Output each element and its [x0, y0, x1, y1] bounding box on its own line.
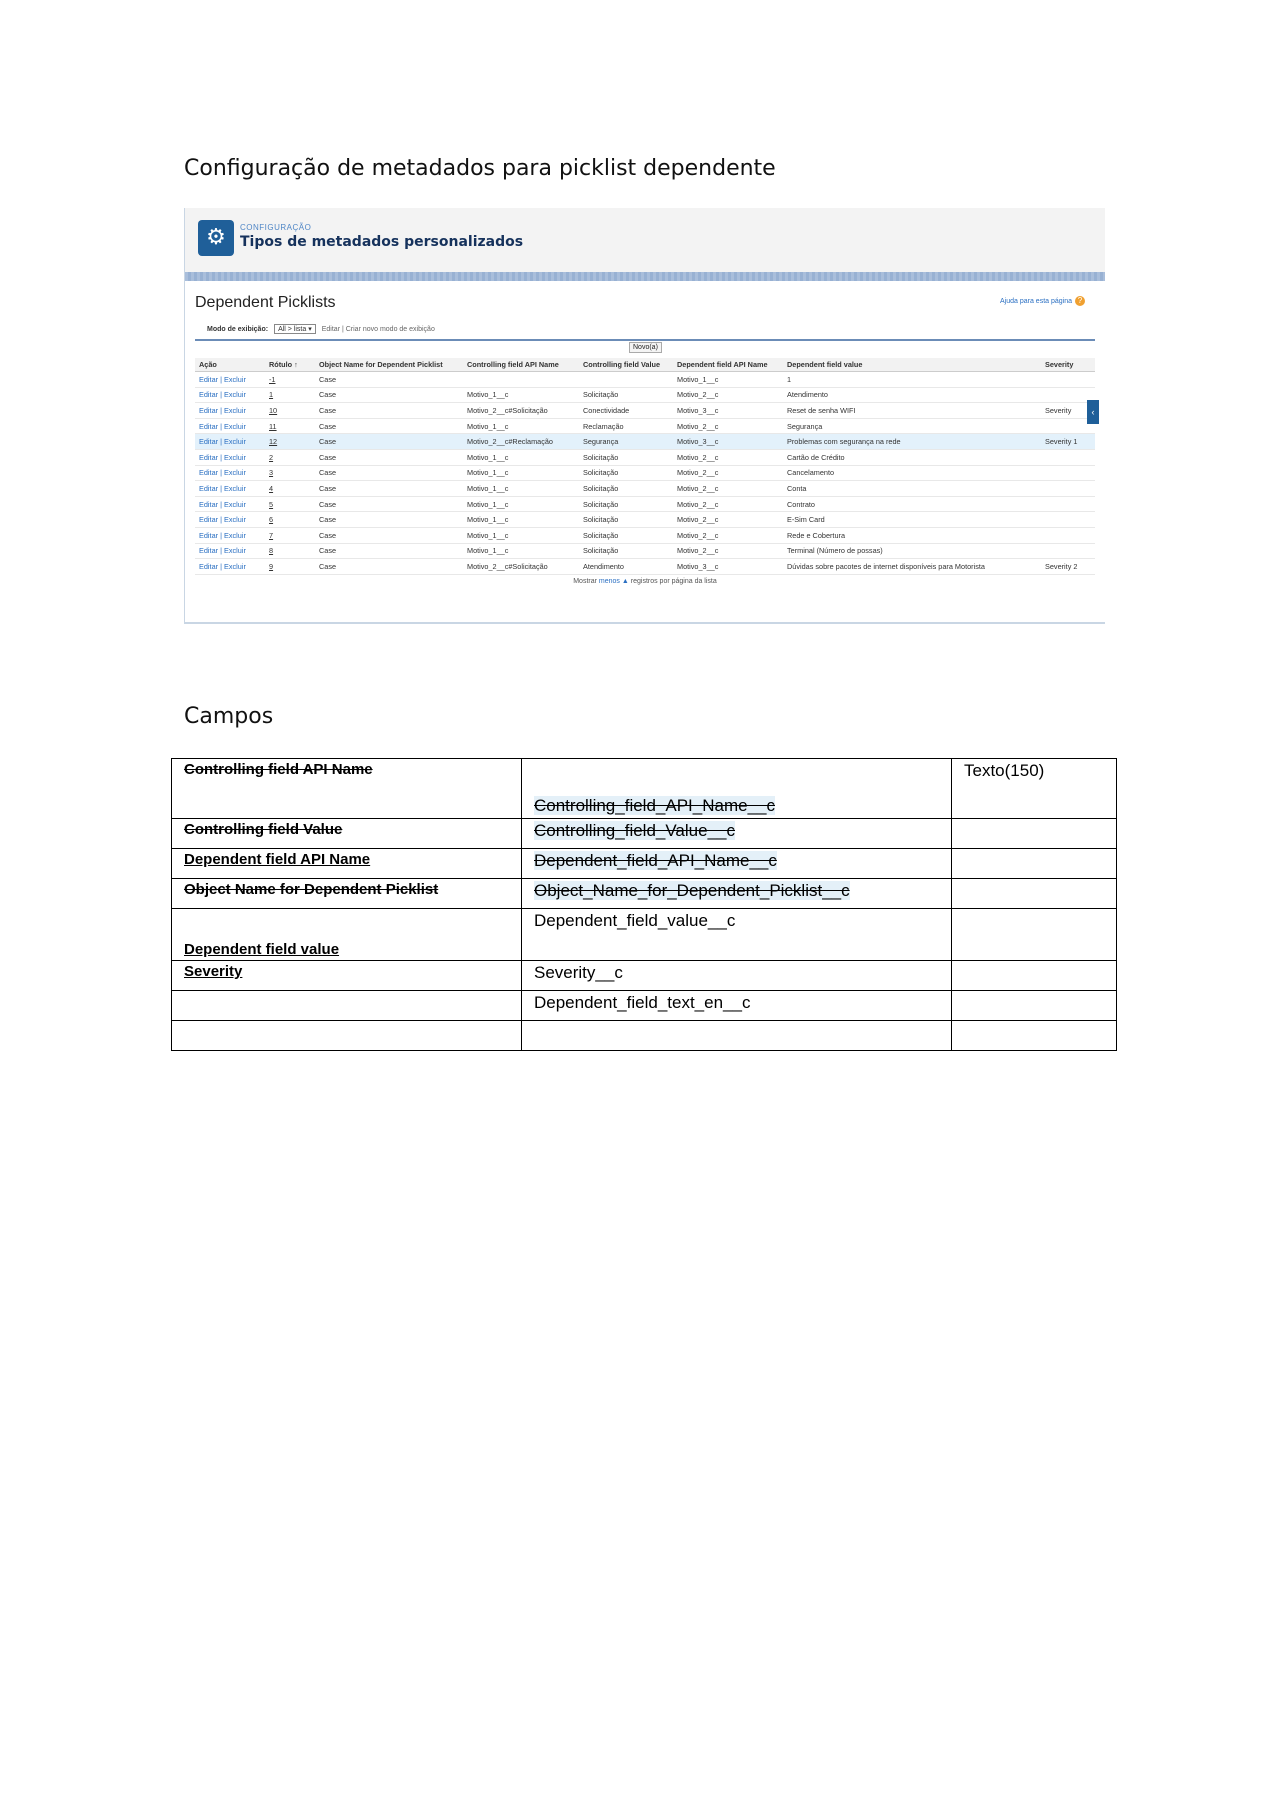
table-row [195, 559, 1095, 575]
table-row [195, 465, 1095, 481]
cell-severity [1041, 496, 1095, 512]
cell-acao[interactable]: Editar | Excluir [195, 449, 265, 465]
field-label: Severity [172, 961, 522, 991]
cell-acao[interactable]: Editar | Excluir [195, 559, 265, 575]
cell-rotulo[interactable]: 1 [265, 387, 315, 403]
cell-dep_api: Motivo_2__c [673, 481, 783, 497]
table-top-rule [195, 339, 1095, 341]
cell-dep_val: 1 [783, 372, 1041, 388]
field-api-name-cell [522, 909, 952, 961]
cell-dep_api: Motivo_3__c [673, 559, 783, 575]
view-mode-label: Modo de exibição: [207, 326, 269, 333]
cell-ctrl_api: Motivo_1__c [463, 481, 579, 497]
cell-acao[interactable]: Editar | Excluir [195, 372, 265, 388]
cell-ctrl_val: Conectividade [579, 403, 673, 419]
cell-rotulo[interactable]: 2 [265, 449, 315, 465]
cell-dep_val: Problemas com segurança na rede [783, 434, 1041, 450]
cell-object: Case [315, 449, 463, 465]
cell-ctrl_api: Motivo_2__c#Reclamação [463, 434, 579, 450]
cell-rotulo[interactable]: -1 [265, 372, 315, 388]
help-link[interactable] [1000, 296, 1085, 306]
cell-ctrl_val: Solicitação [579, 481, 673, 497]
cell-ctrl_val: Solicitação [579, 527, 673, 543]
cell-acao[interactable]: Editar | Excluir [195, 465, 265, 481]
table-row [195, 527, 1095, 543]
field-api-name-cell [522, 961, 952, 991]
cell-rotulo[interactable]: 10 [265, 403, 315, 419]
cell-severity: Severity 2 [1041, 559, 1095, 575]
cell-dep_val: Cartão de Crédito [783, 449, 1041, 465]
cell-severity: Severity 1 [1041, 434, 1095, 450]
cell-severity [1041, 372, 1095, 388]
list-title: Dependent Picklists [195, 294, 336, 311]
cell-object: Case [315, 403, 463, 419]
cell-rotulo[interactable]: 5 [265, 496, 315, 512]
cell-dep_api: Motivo_2__c [673, 418, 783, 434]
fields-table [171, 758, 1117, 1051]
cell-severity [1041, 481, 1095, 497]
table-row [195, 403, 1095, 419]
cell-ctrl_api: Motivo_1__c [463, 465, 579, 481]
field-api-name: Controlling_field_Value__c [534, 821, 735, 840]
cell-object: Case [315, 418, 463, 434]
cell-object: Case [315, 434, 463, 450]
field-type [952, 849, 1117, 879]
field-api-name-cell [522, 879, 952, 909]
field-type [952, 819, 1117, 849]
field-row [172, 849, 1117, 879]
cell-dep_api: Motivo_2__c [673, 512, 783, 528]
cell-dep_val: Atendimento [783, 387, 1041, 403]
cell-object: Case [315, 496, 463, 512]
cell-acao[interactable]: Editar | Excluir [195, 496, 265, 512]
cell-acao[interactable]: Editar | Excluir [195, 403, 265, 419]
view-mode-select[interactable]: All > lista ▾ [274, 324, 316, 334]
cell-acao[interactable]: Editar | Excluir [195, 481, 265, 497]
table-row [195, 543, 1095, 559]
cell-object: Case [315, 559, 463, 575]
table-row [195, 372, 1095, 388]
cell-ctrl_val: Reclamação [579, 418, 673, 434]
cell-object: Case [315, 387, 463, 403]
cell-dep_api: Motivo_2__c [673, 527, 783, 543]
footer-post: registros por página da lista [630, 578, 717, 585]
field-type [952, 879, 1117, 909]
field-row [172, 819, 1117, 849]
field-api-name: Object_Name_for_Dependent_Picklist__c [534, 881, 850, 900]
view-mode-links[interactable]: Editar | Criar novo modo de exibição [321, 326, 435, 333]
cell-dep_val: Cancelamento [783, 465, 1041, 481]
field-row [172, 991, 1117, 1021]
cell-rotulo[interactable]: 7 [265, 527, 315, 543]
cell-acao[interactable]: Editar | Excluir [195, 512, 265, 528]
cell-ctrl_api: Motivo_1__c [463, 527, 579, 543]
cell-object: Case [315, 481, 463, 497]
cell-dep_val: Dúvidas sobre pacotes de internet disponíveis para Motorista [783, 559, 1041, 575]
field-api-name-cell [522, 819, 952, 849]
cell-rotulo[interactable]: 4 [265, 481, 315, 497]
field-label: Dependent field API Name [172, 849, 522, 879]
cell-ctrl_val: Solicitação [579, 496, 673, 512]
cell-rotulo[interactable]: 12 [265, 434, 315, 450]
cell-severity [1041, 449, 1095, 465]
embedded-screenshot [184, 208, 1105, 624]
table-body [195, 372, 1095, 575]
field-label [172, 1021, 522, 1051]
cell-ctrl_api: Motivo_2__c#Solicitação [463, 559, 579, 575]
cell-dep_api: Motivo_2__c [673, 387, 783, 403]
cell-acao[interactable]: Editar | Excluir [195, 434, 265, 450]
field-api-name-cell [522, 991, 952, 1021]
table-row [195, 418, 1095, 434]
cell-acao[interactable]: Editar | Excluir [195, 543, 265, 559]
cell-dep_val: E-Sim Card [783, 512, 1041, 528]
cell-acao[interactable]: Editar | Excluir [195, 387, 265, 403]
section-title: Campos [184, 704, 274, 729]
cell-rotulo[interactable]: 6 [265, 512, 315, 528]
field-row [172, 1021, 1117, 1051]
field-label: Object Name for Dependent Picklist [172, 879, 522, 909]
column-header[interactable]: Object Name for Dependent Picklist [315, 358, 463, 372]
cell-dep_val: Reset de senha WIFI [783, 403, 1041, 419]
cell-object: Case [315, 465, 463, 481]
column-header[interactable]: Rótulo ↑ [265, 358, 315, 372]
cell-ctrl_api: Motivo_1__c [463, 496, 579, 512]
cell-object: Case [315, 527, 463, 543]
column-header[interactable]: Severity [1041, 358, 1095, 372]
field-type [952, 991, 1117, 1021]
table-row [195, 449, 1095, 465]
cell-rotulo[interactable]: 8 [265, 543, 315, 559]
field-api-name: Controlling_field_API_Name__c [534, 796, 775, 815]
field-type: Texto(150) [952, 759, 1117, 819]
cell-severity [1041, 465, 1095, 481]
help-link-label[interactable]: Ajuda para esta página [1000, 297, 1072, 305]
field-row [172, 879, 1117, 909]
field-api-name: Dependent_field_API_Name__c [534, 851, 777, 870]
column-header[interactable]: Controlling field Value [579, 358, 673, 372]
cell-dep_val: Contrato [783, 496, 1041, 512]
field-api-name-cell [522, 1021, 952, 1051]
cell-ctrl_api: Motivo_2__c#Solicitação [463, 403, 579, 419]
cell-severity [1041, 527, 1095, 543]
cell-dep_api: Motivo_3__c [673, 434, 783, 450]
cell-ctrl_val: Solicitação [579, 387, 673, 403]
cell-object: Case [315, 372, 463, 388]
document-title: Configuração de metadados para picklist dependente [184, 156, 776, 181]
cell-severity [1041, 543, 1095, 559]
cell-ctrl_api [463, 372, 579, 388]
cell-dep_api: Motivo_2__c [673, 543, 783, 559]
cell-severity [1041, 512, 1095, 528]
cell-dep_val: Rede e Cobertura [783, 527, 1041, 543]
field-label: Controlling field Value [172, 819, 522, 849]
column-header[interactable]: Controlling field API Name [463, 358, 579, 372]
setup-header [185, 208, 1105, 272]
cell-ctrl_val: Segurança [579, 434, 673, 450]
pagination-footer [185, 578, 1105, 585]
field-row [172, 909, 1117, 961]
table-header-row [195, 358, 1095, 372]
cell-acao[interactable]: Editar | Excluir [195, 527, 265, 543]
cell-ctrl_val: Solicitação [579, 512, 673, 528]
table-row [195, 496, 1095, 512]
cell-dep_val: Terminal (Número de possas) [783, 543, 1041, 559]
cell-dep_val: Segurança [783, 418, 1041, 434]
cell-dep_api: Motivo_3__c [673, 403, 783, 419]
cell-object: Case [315, 512, 463, 528]
cell-rotulo[interactable]: 9 [265, 559, 315, 575]
cell-ctrl_val [579, 372, 673, 388]
table-row [195, 387, 1095, 403]
column-header[interactable]: Ação [195, 358, 265, 372]
setup-title: Tipos de metadados personalizados [240, 234, 524, 250]
cell-dep_val: Conta [783, 481, 1041, 497]
field-label: Dependent field value [172, 909, 522, 961]
field-api-name-cell [522, 759, 952, 819]
column-header[interactable]: Dependent field value [783, 358, 1041, 372]
field-api-name: Dependent_field_value__c [534, 911, 736, 930]
table-row [195, 512, 1095, 528]
field-api-name: Severity__c [534, 963, 623, 982]
breadcrumb: CONFIGURAÇÃO [240, 223, 312, 232]
triangle-up-icon[interactable]: ▲ [621, 578, 629, 585]
field-label: Controlling field API Name [172, 759, 522, 819]
cell-severity: Severity [1041, 403, 1095, 419]
cell-ctrl_api: Motivo_1__c [463, 543, 579, 559]
scroll-tab-icon[interactable]: ‹ [1087, 400, 1099, 424]
cell-ctrl_api: Motivo_1__c [463, 418, 579, 434]
field-row [172, 961, 1117, 991]
records-table [195, 358, 1095, 575]
field-type [952, 1021, 1117, 1051]
cell-ctrl_api: Motivo_1__c [463, 387, 579, 403]
field-api-name-cell [522, 849, 952, 879]
cell-ctrl_api: Motivo_1__c [463, 449, 579, 465]
field-label [172, 991, 522, 1021]
gear-icon: ⚙ [198, 220, 234, 256]
field-row [172, 759, 1117, 819]
field-type [952, 961, 1117, 991]
view-mode-row [207, 324, 435, 334]
cell-object: Case [315, 543, 463, 559]
footer-pre: Mostrar [573, 578, 597, 585]
field-api-name: Dependent_field_text_en__c [534, 993, 751, 1012]
table-row [195, 481, 1095, 497]
column-header[interactable]: Dependent field API Name [673, 358, 783, 372]
cell-dep_api: Motivo_1__c [673, 372, 783, 388]
cell-rotulo[interactable]: 3 [265, 465, 315, 481]
cell-ctrl_api: Motivo_1__c [463, 512, 579, 528]
table-row [195, 434, 1095, 450]
header-band [185, 272, 1105, 281]
help-icon[interactable]: ? [1075, 296, 1085, 306]
footer-less-link[interactable]: menos [598, 578, 620, 585]
cell-dep_api: Motivo_2__c [673, 496, 783, 512]
cell-acao[interactable]: Editar | Excluir [195, 418, 265, 434]
cell-dep_api: Motivo_2__c [673, 449, 783, 465]
cell-ctrl_val: Solicitação [579, 543, 673, 559]
cell-dep_api: Motivo_2__c [673, 465, 783, 481]
cell-rotulo[interactable]: 11 [265, 418, 315, 434]
new-button[interactable]: Novo(a) [629, 342, 662, 353]
cell-ctrl_val: Solicitação [579, 465, 673, 481]
field-type [952, 909, 1117, 961]
cell-ctrl_val: Solicitação [579, 449, 673, 465]
cell-ctrl_val: Atendimento [579, 559, 673, 575]
